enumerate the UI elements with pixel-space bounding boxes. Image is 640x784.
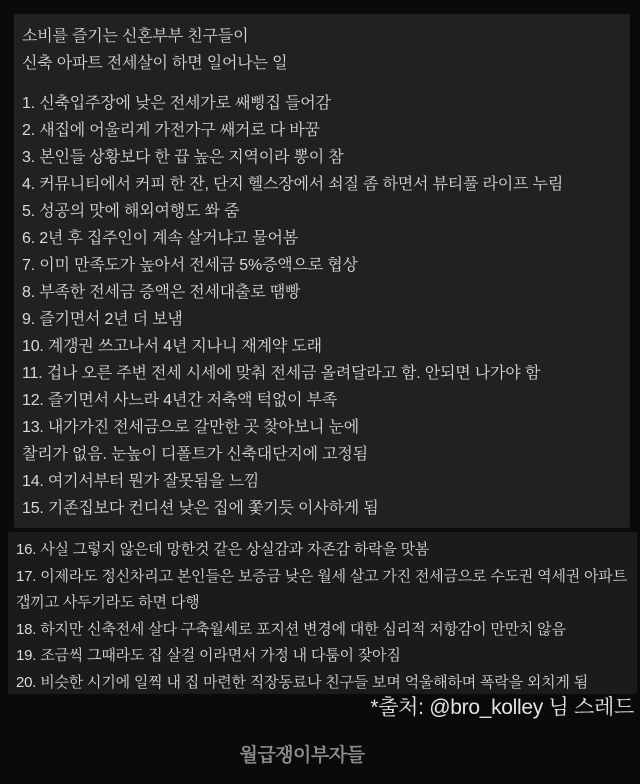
list-item: 1. 신축입주장에 낮은 전세가로 쌔삥집 들어감 xyxy=(22,95,331,112)
list-item: 6. 2년 후 집주인이 계속 살거냐고 물어봄 xyxy=(22,230,298,247)
list-item: 19. 조금씩 그때라도 집 살걸 이라면서 가정 내 다툼이 잦아짐 xyxy=(16,647,401,664)
list-item: 8. 부족한 전세금 증액은 전세대출로 땜빵 xyxy=(22,284,301,301)
list-item: 17. 이제라도 정신차리고 본인들은 보증금 낮은 월세 살고 가진 전세금으로 수도권 역세권 아파트 갭끼고 사두기라도 하면 다행 xyxy=(16,567,627,611)
list-item: 4. 커뮤니티에서 커피 한 잔, 단지 헬스장에서 쇠질 좀 하면서 뷰티풀 라이프 누림 xyxy=(22,176,564,193)
list-item: 15. 기존집보다 컨디션 낮은 집에 쫓기듯 이사하게 됨 xyxy=(22,500,379,517)
list-item: 12. 즐기면서 사느라 4년간 저축액 턱없이 부족 xyxy=(22,392,338,409)
post-title-line: 소비를 즐기는 신혼부부 친구들이 xyxy=(22,28,249,45)
list-item-continuation: 찰리가 없음. 눈높이 디폴트가 신축대단지에 고정됨 xyxy=(22,446,368,463)
list-item: 14. 여기서부터 뭔가 잘못됨을 느낌 xyxy=(22,473,259,490)
list-item: 7. 이미 만족도가 높아서 전세금 5%증액으로 협상 xyxy=(22,257,358,274)
list-item: 18. 하지만 신축전세 살다 구축월세로 포지션 변경에 대한 심리적 저항감이 만만치 않음 xyxy=(16,620,566,638)
list-item: 13. 내가가진 전세금으로 갈만한 곳 찾아보니 눈에 xyxy=(22,419,359,436)
list-item: 2. 새집에 어울리게 가전가구 쌔거로 다 바꿈 xyxy=(22,122,320,139)
list-item: 16. 사실 그렇지 않은데 망한것 같은 상실감과 자존감 하락을 맛봄 xyxy=(16,541,430,558)
list-item: 11. 겁나 오른 주변 전세 시세에 맞춰 전세금 올려달라고 함. 안되면 나가야 함 xyxy=(22,365,541,382)
source-attribution: *출처: @bro_kolley 님 스레드 xyxy=(370,696,634,719)
list-item: 10. 계갱권 쓰고나서 4년 지나니 재계약 도래 xyxy=(22,338,322,355)
post-body-bottom-panel xyxy=(8,532,637,694)
list-item: 20. 비슷한 시기에 일찍 내 집 마련한 직장동료나 친구들 보며 억울해하며 폭락을 외치게 됨 xyxy=(16,673,588,691)
list-item: 3. 본인들 상황보다 한 끕 높은 지역이라 뽕이 참 xyxy=(22,149,344,166)
list-item: 5. 성공의 맛에 해외여행도 쏴 줌 xyxy=(22,203,240,220)
post-title-line: 신축 아파트 전세살이 하면 일어나는 일 xyxy=(22,55,288,72)
list-item: 9. 즐기면서 2년 더 보냄 xyxy=(22,311,183,328)
post-body-top-panel xyxy=(14,14,630,528)
watermark-logo: 월급쟁이부자들 xyxy=(239,745,365,766)
